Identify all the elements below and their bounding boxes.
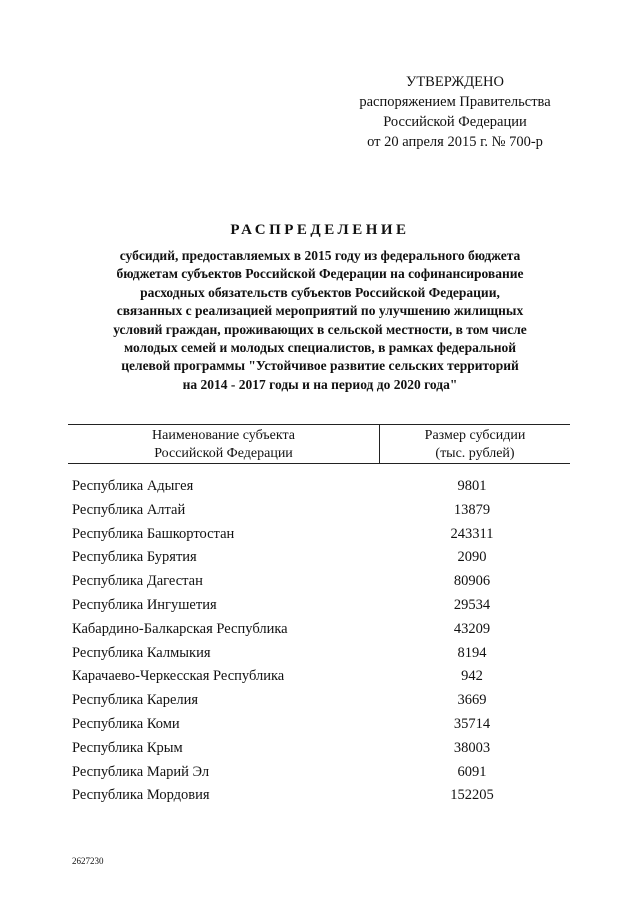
subsidy-amount: 80906 (453, 573, 491, 590)
approval-heading: УТВЕРЖДЕНО (406, 74, 504, 90)
column-header-region-line-1: Наименование субъекта (152, 428, 295, 443)
table-row (72, 668, 572, 692)
subsidy-amount: 8194 (457, 644, 487, 661)
region-name: Республика Крым (72, 739, 183, 756)
subsidy-amount: 2090 (457, 549, 487, 566)
table-row (72, 787, 572, 811)
region-name: Республика Марий Эл (72, 763, 210, 780)
subtitle-line: бюджетам субъектов Российской Федерации на софинансирование (116, 266, 524, 282)
region-name: Республика Ингушетия (72, 596, 217, 613)
region-name: Кабардино-Балкарская Республика (72, 620, 288, 637)
subsidy-amount: 35714 (453, 715, 491, 732)
region-name: Республика Алтай (72, 501, 186, 518)
table-row (72, 764, 572, 788)
region-name: Республика Коми (72, 715, 180, 732)
table-body (72, 478, 572, 811)
region-name: Республика Бурятия (72, 549, 197, 566)
region-name: Карачаево-Черкесская Республика (72, 668, 285, 685)
table-header (68, 424, 570, 464)
subsidy-amount: 9801 (457, 478, 487, 494)
subtitle-line: молодых семей и молодых специалистов, в рамках федеральной (123, 340, 517, 356)
column-header-region (68, 427, 379, 463)
region-name: Республика Калмыкия (72, 644, 211, 661)
document-subtitle (70, 247, 570, 394)
table-row (72, 597, 572, 621)
subtitle-line: целевой программы "Устойчивое развитие сельских территорий (121, 358, 519, 374)
table-row (72, 621, 572, 645)
column-header-amount-line-1: Размер субсидии (424, 428, 526, 443)
subsidy-amount: 6091 (457, 763, 487, 780)
table-row (72, 645, 572, 669)
subtitle-line: расходных обязательств субъектов Российской Федерации, (140, 284, 500, 300)
subtitle-line: связанных с реализацией мероприятий по улучшению жилищных (116, 303, 524, 319)
subsidy-amount: 43209 (453, 620, 491, 637)
region-name: Республика Башкортостан (72, 525, 235, 542)
table-row (72, 573, 572, 597)
subsidy-amount: 243311 (450, 525, 494, 542)
document-code: 2627230 (72, 856, 104, 866)
column-header-region-line-2: Российской Федерации (154, 446, 293, 461)
subsidy-amount: 3669 (457, 692, 487, 709)
table-row (72, 740, 572, 764)
column-header-amount-line-2: (тыс. рублей) (435, 446, 515, 461)
subsidy-amount: 942 (461, 668, 483, 685)
table-row (72, 716, 572, 740)
region-name: Республика Дагестан (72, 573, 203, 590)
subtitle-line: субсидий, предоставляемых в 2015 году из федерального бюджета (119, 248, 521, 263)
approval-line-3: от 20 апреля 2015 г. № 700-р (367, 134, 543, 150)
table-row (72, 502, 572, 526)
subsidy-amount: 13879 (453, 501, 491, 518)
region-name: Республика Мордовия (72, 787, 210, 804)
subsidy-amount: 152205 (450, 787, 494, 804)
approval-block (340, 72, 570, 152)
table-row (72, 526, 572, 550)
column-header-amount (380, 427, 570, 463)
table-row (72, 549, 572, 573)
subtitle-line: условий граждан, проживающих в сельской местности, в том числе (113, 321, 527, 337)
approval-line-2: Российской Федерации (383, 114, 527, 130)
approval-line-1: распоряжением Правительства (359, 94, 551, 110)
table-row (72, 692, 572, 716)
subsidy-amount: 29534 (453, 596, 491, 613)
document-title: РАСПРЕДЕЛЕНИЕ (230, 222, 410, 238)
table-row (72, 478, 572, 502)
region-name: Республика Адыгея (72, 478, 194, 494)
subsidy-amount: 38003 (453, 739, 491, 756)
region-name: Республика Карелия (72, 692, 199, 709)
subtitle-line: на 2014 - 2017 годы и на период до 2020 года" (182, 376, 458, 392)
